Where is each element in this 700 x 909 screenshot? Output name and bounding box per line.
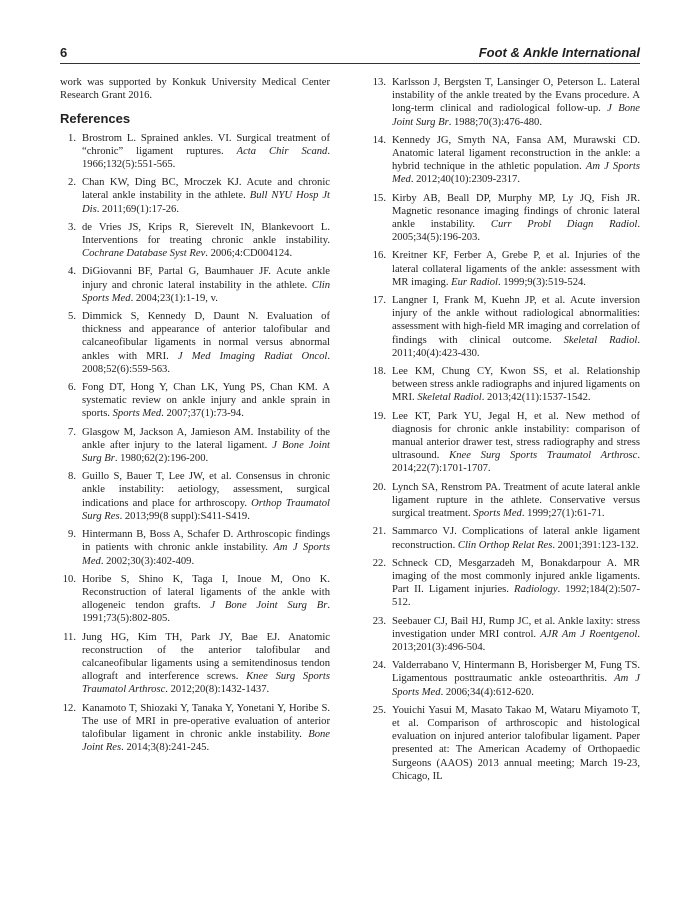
reference-body: Karlsson J, Bergsten T, Lansinger O, Peterson L. Lateral instability of the ankle treated by the Evans procedure. A long-term clinical and radiological follow-up. [392, 77, 640, 115]
reference-citation: . 2014;22(7):1701-1707. [392, 450, 640, 475]
reference-body: Lynch SA, Renstrom PA. Treatment of acute lateral ankle ligament rupture in the athlete. Conservative versus surgical treatment. [392, 481, 640, 520]
reference-citation: . 2011;40(4):423-430. [392, 334, 640, 359]
reference-citation: . 2007;37(1):73-94. [161, 408, 244, 420]
reference-number: 6. [68, 382, 76, 394]
reference-number: 19. [372, 410, 386, 422]
reference-text [392, 294, 640, 360]
reference-number: 8. [68, 471, 76, 483]
reference-body: Glasgow M, Jackson A, Jamieson AM. Instability of the ankle after injury to the lateral ligament. [82, 426, 330, 451]
reference-number: 18. [372, 366, 386, 378]
references-heading: References [60, 111, 131, 127]
reference-body: Jung HG, Kim TH, Park JY, Bae EJ. Anatomic reconstruction of the anterior talofibular and calcaneofibular ligaments using a semitendinosus tendon allograft and interference screws. [82, 631, 330, 683]
reference-text [82, 176, 330, 216]
reference-citation: . 2011;69(1):17-26. [96, 203, 180, 215]
reference-number: 3. [68, 221, 76, 233]
reference-body: Lee KT, Park YU, Jegal H, et al. New method of diagnosis for chronic ankle instability: comparison of manual anterior drawer test, stress radiography and stress ultrasound. [392, 410, 640, 462]
reference-journal: Clin Sports Med [82, 279, 330, 304]
reference-number: 1. [68, 132, 76, 144]
reference-item [60, 132, 330, 172]
reference-item [60, 221, 330, 261]
reference-citation: . 2001;391:123-132. [552, 539, 639, 551]
references-list-right [370, 76, 640, 783]
reference-journal: Knee Surg Sports Traumatol Arthrosc [449, 450, 638, 462]
reference-item [60, 631, 330, 697]
reference-item [60, 470, 330, 523]
reference-item [370, 525, 640, 551]
reference-item [370, 294, 640, 360]
reference-item [370, 249, 640, 289]
reference-citation: . 1999;27(1):61-71. [521, 508, 605, 520]
reference-number: 13. [372, 77, 386, 88]
reference-body: Sammarco VJ. Complications of lateral ankle ligament reconstruction. [392, 526, 640, 551]
reference-text [82, 221, 330, 261]
reference-number: 9. [68, 529, 76, 541]
reference-item [370, 410, 640, 476]
references-list-left [60, 132, 330, 755]
reference-body: Kreitner KF, Ferber A, Grebe P, et al. Injuries of the lateral collateral ligaments of the ankle: assessment with MR imaging. [392, 250, 640, 288]
reference-journal: Skeletal Radiol [563, 334, 638, 346]
reference-journal: Am J Sports Med [392, 161, 640, 186]
reference-journal: Am J Sports Med [82, 542, 330, 567]
reference-item [370, 76, 640, 129]
reference-number: 12. [62, 702, 76, 714]
reference-text [392, 615, 640, 655]
reference-journal: J Med Imaging Radiat Oncol [177, 350, 328, 362]
reference-text [82, 381, 330, 421]
reference-citation: . 2013;99(8 suppl):S411-S419. [119, 510, 250, 522]
reference-text [82, 426, 330, 466]
reference-citation: . 1966;132(5):551-565. [82, 145, 331, 171]
reference-body: Brostrom L. Sprained ankles. VI. Surgical treatment of “chronic” ligament ruptures. [82, 132, 330, 157]
reference-citation: . 1992;184(2):507-512. [392, 584, 640, 609]
reference-text [392, 481, 640, 521]
reference-number: 16. [372, 250, 386, 262]
reference-citation: . 2013;42(11):1537-1542. [481, 392, 591, 404]
reference-citation: . 2013;201(3):496-504. [392, 628, 640, 653]
reference-body: Kanamoto T, Shiozaki Y, Tanaka Y, Yonetani Y, Horibe S. The use of MRI in pre-operative evaluation of anterior talofibular ligament in chronic ankle instability. [82, 702, 330, 740]
reference-citation: . 1991;73(5):802-805. [82, 600, 330, 625]
reference-text [392, 659, 640, 699]
reference-text [392, 557, 640, 610]
reference-citation: . 2005;34(5):196-203. [392, 219, 640, 244]
reference-number: 22. [372, 557, 386, 569]
reference-item [370, 557, 640, 610]
reference-body: Guillo S, Bauer T, Lee JW, et al. Consensus in chronic ankle instability: aetiology, assessment, surgical indications and place for arthroscopy. [82, 471, 330, 509]
reference-body: Schneck CD, Mesgarzadeh M, Bonakdarpour A. MR imaging of the most commonly injured ankle ligaments. Part II. Ligament injuries. [392, 557, 640, 596]
reference-text [392, 134, 640, 187]
reference-journal: Cochrane Database Syst Rev [82, 248, 206, 260]
reference-text [82, 528, 330, 568]
reference-citation: . 1988;70(3):476-480. [448, 116, 542, 128]
header-rule [60, 63, 640, 64]
reference-text [392, 365, 640, 405]
right-column [370, 76, 640, 788]
reference-citation: . 2012;40(10):2309-2317. [410, 174, 520, 186]
reference-number: 4. [68, 266, 76, 278]
page-header [60, 45, 640, 63]
reference-body: Chan KW, Ding BC, Mroczek KJ. Acute and chronic lateral ankle instability in the athlete. [82, 177, 330, 202]
reference-journal: Am J Sports Med [392, 673, 640, 698]
reference-item [370, 615, 640, 655]
reference-journal: Sports Med [112, 408, 162, 420]
reference-journal: Acta Chir Scand [236, 145, 328, 157]
reference-citation: . 2008;52(6):559-563. [82, 350, 330, 375]
reference-number: 14. [372, 134, 386, 146]
reference-citation: . 2002;30(3):402-409. [100, 555, 195, 567]
reference-number: 5. [68, 311, 76, 323]
reference-number: 20. [372, 481, 386, 493]
reference-citation: . 2012;20(8):1432-1437. [165, 684, 270, 696]
reference-body: Valderrabano V, Hintermann B, Horisberger M, Fung TS. Ligamentous posttraumatic ankle osteoarthritis. [392, 660, 640, 685]
reference-item [370, 134, 640, 187]
reference-item [60, 176, 330, 216]
reference-journal: J Bone Joint Surg Br [210, 600, 328, 612]
reference-number: 7. [68, 426, 76, 438]
reference-text [392, 249, 640, 289]
reference-body: Hintermann B, Boss A, Schafer D. Arthroscopic findings in patients with chronic ankle instability. [82, 529, 330, 554]
reference-journal: Knee Surg Sports Traumatol Arthrosc [82, 671, 330, 696]
reference-number: 2. [68, 177, 76, 189]
reference-number: 21. [372, 526, 386, 538]
journal-name: Foot & Ankle International [478, 45, 640, 60]
left-column [60, 76, 330, 759]
reference-number: 24. [372, 660, 386, 672]
reference-text [392, 704, 640, 783]
reference-body: Lee KM, Chung CY, Kwon SS, et al. Relationship between stress ankle radiographs and injured ligaments on MRI. [392, 366, 640, 404]
reference-body: Dimmick S, Kennedy D, Daunt N. Evaluation of thickness and appearance of anterior talofibular and calcaneofibular ligaments in normal versus abnormal ankles with MRI. [82, 311, 330, 362]
reference-journal: J Bone Joint Surg Br [82, 439, 330, 465]
reference-citation: . 2006;34(4):612-620. [440, 686, 534, 698]
reference-body: Seebauer CJ, Bail HJ, Rump JC, et al. Ankle laxity: stress investigation under MRI control. [392, 615, 640, 640]
reference-body: Langner I, Frank M, Kuehn JP, et al. Acute inversion injury of the ankle without radiological abnormalities: assessment with high-field MR imaging and correlation of findings with clinical outcome. [392, 295, 640, 346]
reference-item [60, 381, 330, 421]
reference-item [60, 702, 330, 755]
reference-item [370, 192, 640, 245]
reference-text [82, 470, 330, 523]
reference-citation: . 1980;62(2):196-200. [114, 453, 209, 465]
reference-journal: AJR Am J Roentgenol [540, 628, 638, 640]
reference-journal: Curr Probl Diagn Radiol [490, 219, 638, 231]
reference-item [60, 310, 330, 376]
reference-journal: Orthop Traumatol Surg Res [82, 497, 330, 522]
reference-number: 15. [372, 192, 386, 204]
reference-body: Kennedy JG, Smyth NA, Fansa AM, Murawski CD. Anatomic lateral ligament reconstruction in the ankle: a hybrid technique in the athletic population. [392, 134, 640, 173]
reference-item [370, 365, 640, 405]
reference-item [370, 704, 640, 783]
reference-body: Youichi Yasui M, Masato Takao M, Wataru Miyamoto T, et al. Comparison of arthroscopic and histological evaluation on injured anterior talofibular ligament. Paper presented at: The American Academy of Orthopaedic Surgeons (AAOS) 2013 annual meeting; March 19-23, Chicago, IL [392, 704, 640, 782]
reference-text [392, 410, 640, 476]
page-number: 6 [60, 45, 68, 60]
reference-item [60, 528, 330, 568]
funding-statement: work was supported by Konkuk University Medical Center Research Grant 2016. [60, 77, 330, 102]
reference-body: Horibe S, Shino K, Taga I, Inoue M, Ono K. Reconstruction of lateral ligaments of the ankle with allogeneic tendon grafts. [82, 573, 330, 612]
reference-number: 10. [62, 573, 76, 585]
reference-journal: Skeletal Radiol [417, 392, 482, 404]
reference-journal: Eur Radiol [451, 276, 498, 288]
reference-journal: J Bone Joint Surg Br [392, 103, 641, 128]
reference-text [82, 310, 330, 376]
reference-citation: . 1999;9(3):519-524. [497, 276, 586, 288]
reference-body: de Vries JS, Krips R, Sierevelt IN, Blankevoort L. Interventions for treating chronic ankle instability. [82, 221, 330, 247]
reference-item [370, 659, 640, 699]
reference-citation: . 2006;4:CD004124. [205, 248, 293, 260]
reference-text [392, 525, 640, 551]
reference-text [82, 631, 330, 697]
reference-text [82, 265, 330, 305]
reference-text [82, 702, 330, 755]
reference-citation: . 2004;23(1):1-19, v. [130, 292, 218, 304]
reference-number: 25. [372, 704, 386, 716]
reference-journal: Sports Med [473, 508, 522, 520]
reference-body: Kirby AB, Beall DP, Murphy MP, Ly JQ, Fish JR. Magnetic resonance imaging findings of chronic lateral ankle instability. [392, 192, 640, 231]
reference-journal: Bone Joint Res [82, 728, 330, 754]
reference-number: 17. [372, 295, 386, 307]
reference-body: DiGiovanni BF, Partal G, Baumhauer JF. Acute ankle injury and chronic lateral instability in the athlete. [82, 266, 330, 291]
reference-body: Fong DT, Hong Y, Chan LK, Yung PS, Chan KM. A systematic review on ankle injury and ankle sprain in sports. [82, 382, 330, 420]
reference-text [392, 76, 640, 129]
reference-journal: Clin Orthop Relat Res [457, 539, 553, 551]
reference-item [60, 265, 330, 305]
reference-text [82, 573, 330, 626]
reference-citation: . 2014;3(8):241-245. [121, 742, 210, 754]
reference-item [370, 481, 640, 521]
reference-journal: Bull NYU Hosp Jt Dis [82, 190, 330, 215]
reference-text [82, 132, 330, 172]
reference-number: 11. [63, 631, 76, 643]
reference-journal: Radiology [514, 584, 558, 596]
reference-item [60, 573, 330, 626]
reference-text [392, 192, 640, 245]
reference-item [60, 426, 330, 466]
reference-number: 23. [372, 615, 386, 627]
